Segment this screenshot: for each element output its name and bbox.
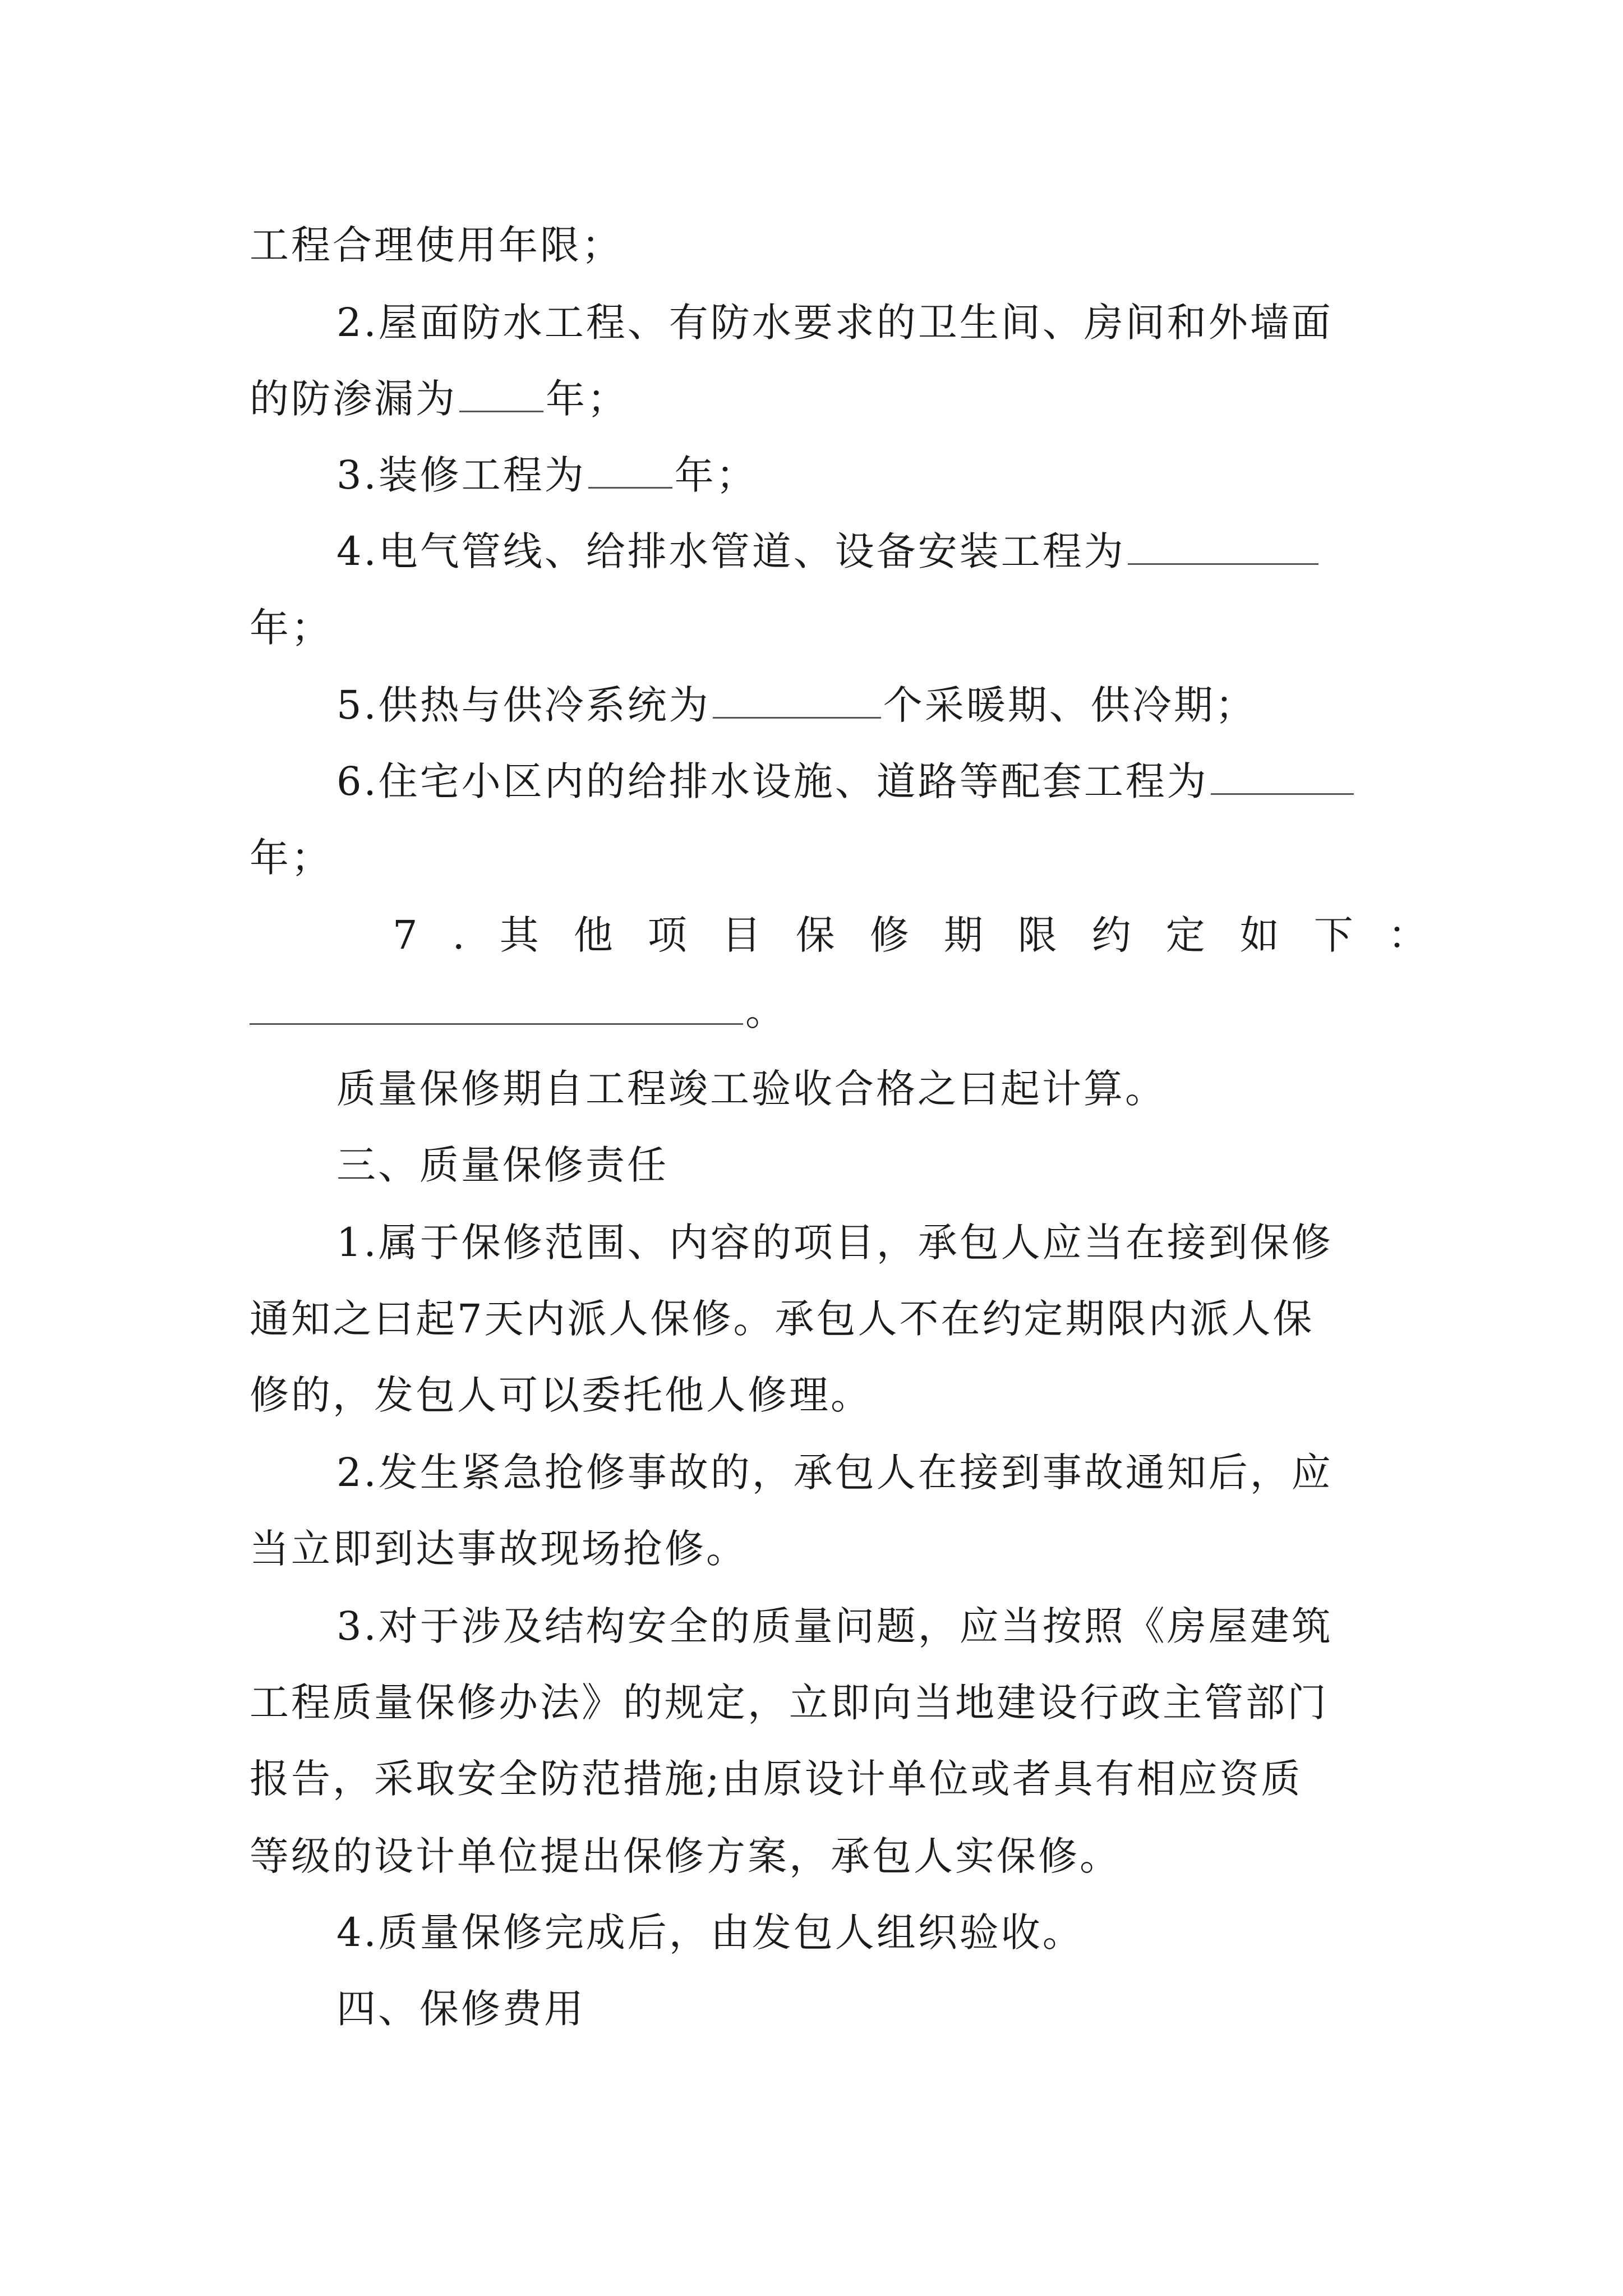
text: 修的，发包人可以委托他人修理。	[250, 1372, 872, 1418]
text: 4.质量保修完成后，由发包人组织验收。	[336, 1910, 1084, 1955]
text: 当立即到达事故现场抢修。	[250, 1526, 748, 1572]
text-line	[393, 912, 1462, 958]
fill-blank	[250, 1019, 743, 1025]
text: 质量保修期自工程竣工验收合格之曰起计算。	[336, 1066, 1166, 1112]
section-heading	[336, 1986, 585, 2032]
text-line	[336, 528, 1321, 574]
text: 四、保修费用	[336, 1986, 585, 2032]
text: 年；	[674, 452, 758, 498]
text: 4.电气管线、给排水管道、设备安装工程为	[336, 528, 1126, 574]
text-line	[336, 452, 758, 498]
text: 。	[745, 988, 787, 1034]
text-line	[250, 376, 629, 422]
text-line	[336, 758, 1356, 804]
text: 通知之曰起7天内派人保修。承包人不在约定期限内派人保	[250, 1296, 1315, 1342]
text: 2.发生紧急抢修事故的，承包人在接到事故通知后，应	[336, 1450, 1333, 1496]
text: 工程质量保修办法》的规定，立即向当地建设行政主管部门	[250, 1680, 1329, 1726]
fill-blank	[588, 482, 672, 489]
text: 工程合理使用年限；	[250, 222, 623, 268]
text: 3.装修工程为	[336, 452, 586, 498]
text-line	[336, 1066, 1166, 1112]
fill-blank	[713, 712, 881, 719]
text: 三、质量保修责任	[336, 1142, 668, 1188]
text: 年；	[546, 376, 629, 422]
text: 6.住宅小区内的给排水设施、道路等配套工程为	[336, 758, 1209, 804]
text: 报告，采取安全防范措施;由原设计单位或者具有相应资质	[250, 1756, 1303, 1802]
text-line	[336, 1220, 1333, 1266]
text-line	[250, 222, 623, 268]
text: 年；	[250, 605, 333, 651]
text: 的防渗漏为	[250, 376, 457, 422]
text: 2.屋面防水工程、有防水要求的卫生间、房间和外墙面	[336, 300, 1333, 346]
text: 个采暖期、供冷期；	[883, 682, 1257, 728]
text-line	[250, 835, 333, 881]
text-line	[336, 300, 1333, 346]
text-line	[250, 1680, 1329, 1726]
text-line	[250, 988, 787, 1034]
text: 3.对于涉及结构安全的质量问题，应当按照《房屋建筑	[336, 1603, 1333, 1649]
text-line	[250, 1833, 1121, 1879]
fill-blank	[1128, 559, 1318, 565]
text-line	[336, 1910, 1084, 1955]
text-line	[250, 1756, 1303, 1802]
text: 1.属于保修范围、内容的项目，承包人应当在接到保修	[336, 1220, 1333, 1266]
fill-blank	[459, 406, 543, 412]
text: 年；	[250, 835, 333, 881]
section-heading	[336, 1142, 668, 1188]
text-line	[250, 1296, 1315, 1342]
text: 5.供热与供冷系统为	[336, 682, 711, 728]
text-line	[250, 1526, 748, 1572]
text-line	[336, 1603, 1333, 1649]
text-line	[336, 682, 1257, 728]
text-line	[336, 1450, 1333, 1496]
text: 等级的设计单位提出保修方案，承包人实保修。	[250, 1833, 1121, 1879]
fill-blank	[1211, 789, 1354, 795]
text-line	[250, 1372, 872, 1418]
text: 7.其他项目保修期限约定如下：	[393, 912, 1462, 958]
text-line	[250, 605, 333, 651]
